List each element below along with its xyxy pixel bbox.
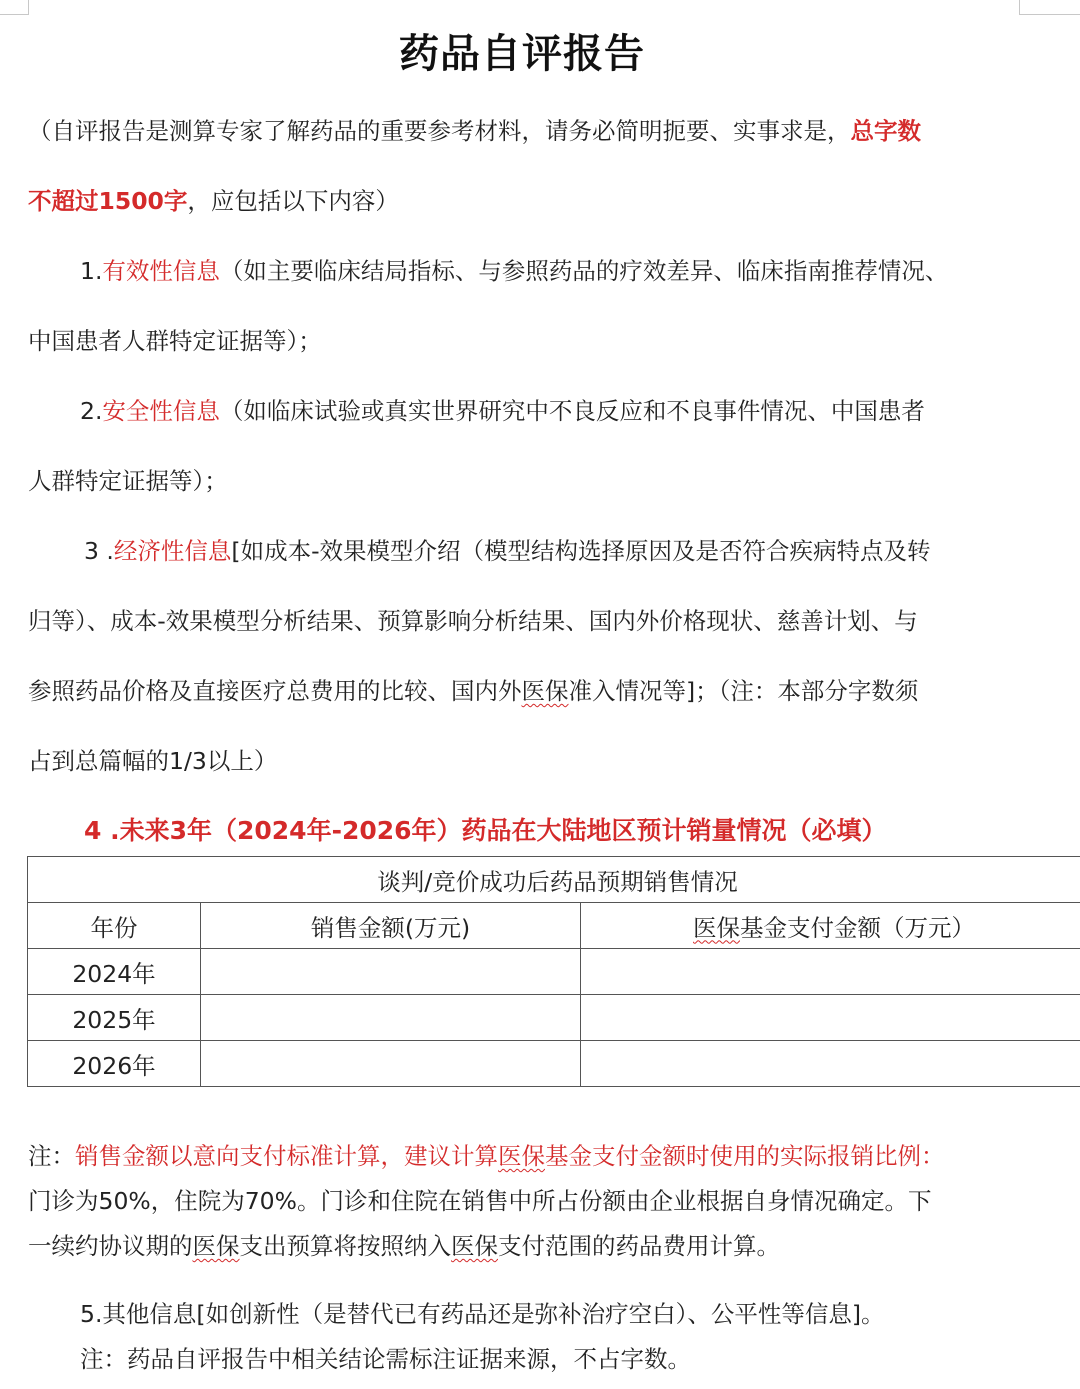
item3-line-2: 归等）、成本-效果模型分析结果、预算影响分析结果、国内外价格现状、慈善计划、与 [28,607,918,635]
item5-line: 5.其他信息[如创新性（是替代已有药品还是弥补治疗空白）、公平性等信息]。 [80,1300,885,1328]
sales-cell[interactable] [201,995,581,1041]
row-year: 2024年 [28,949,201,995]
table-row [28,1041,1080,1087]
spellcheck-word: 医保 [693,913,740,942]
row-year: 2026年 [28,1041,201,1087]
sales-cell[interactable] [201,949,581,995]
intro-text: （自评报告是测算专家了解药品的重要参考材料，请务必简明扼要、实事求是， [28,117,851,145]
note-text-c: 支付范围的药品费用计算。 [498,1232,780,1260]
sales-forecast-table [27,856,1080,1087]
item1-text: （如主要临床结局指标、与参照药品的疗效差异、临床指南推荐情况、 [219,257,949,285]
fund-cell[interactable] [581,1041,1080,1087]
note-line-1 [28,1141,945,1171]
item2-text: （如临床试验或真实世界研究中不良反应和不良事件情况、中国患者 [219,397,925,425]
page-corner-mark-right [1019,0,1080,15]
intro-word-limit-b: 不超过1500字 [28,187,188,215]
item4-heading: 4 .未来3年（2024年-2026年）药品在大陆地区预计销量情况（必填） [84,816,887,845]
page-corner-mark-left [0,0,29,15]
item3-text: [如成本-效果模型介绍（模型结构选择原因及是否符合疾病特点及转 [231,537,931,565]
header-fund-text: 基金支付金额（万元） [740,913,975,942]
item1-line-2: 中国患者人群特定证据等）； [28,327,322,355]
spellcheck-word: 医保 [451,1232,498,1260]
item3-label: 经济性信息 [113,537,232,565]
note-text-a: 一续约协议期的 [28,1232,193,1260]
spellcheck-word: 医保 [498,1142,545,1170]
table-row [28,949,1080,995]
item3-number: 3 . [84,537,114,565]
note-red-a: 销售金额以意向支付标准计算，建议计算 [75,1142,498,1170]
item3-line-1 [84,536,931,566]
item1-line-1 [80,256,948,286]
item2-number: 2. [80,397,103,425]
note-line-3 [28,1231,780,1261]
intro-line-1 [28,116,921,146]
note-line-2: 门诊为50%，住院为70%。门诊和住院在销售中所占份额由企业根据自身情况确定。下 [28,1187,932,1215]
spellcheck-word: 医保 [192,1232,240,1260]
sales-cell[interactable] [201,1041,581,1087]
intro-line-2 [28,186,399,216]
header-sales: 销售金额(万元) [201,903,581,949]
item1-label: 有效性信息 [102,257,220,285]
item2-line-2: 人群特定证据等）； [28,467,228,495]
table-row [28,995,1080,1041]
item2-line-1 [80,396,925,426]
footnote: 注：药品自评报告中相关结论需标注证据来源，不占字数。 [80,1345,691,1373]
note-text-b: 支出预算将按照纳入 [239,1232,451,1260]
item3-text-b: 准入情况等]；（注：本部分字数须 [568,677,919,705]
item1-number: 1. [80,257,103,285]
item2-label: 安全性信息 [102,397,220,425]
document-title: 药品自评报告 [399,31,645,77]
fund-cell[interactable] [581,995,1080,1041]
header-year: 年份 [28,903,201,949]
header-fund [581,903,1080,949]
spellcheck-word: 医保 [521,677,569,705]
note-prefix: 注： [28,1142,75,1170]
item3-text-a: 参照药品价格及直接医疗总费用的比较、国内外 [28,677,522,705]
item3-line-3 [28,676,918,706]
fund-cell[interactable] [581,949,1080,995]
item3-line-4: 占到总篇幅的1/3以上） [28,747,278,775]
intro-text-end: ，应包括以下内容） [187,187,399,215]
note-red-b: 基金支付金额时使用的实际报销比例： [545,1142,945,1170]
row-year: 2025年 [28,995,201,1041]
table-caption: 谈判/竞价成功后药品预期销售情况 [28,857,1080,903]
intro-word-limit-a: 总字数 [850,117,921,145]
